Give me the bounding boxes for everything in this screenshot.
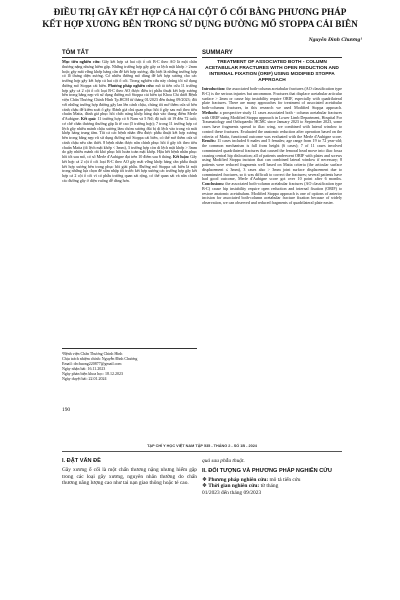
title-line-2: KẾT HỢP XƯƠNG BÊN TRONG SỬ DỤNG ĐƯỜNG MỔ STOPPA CẢI BIÊN <box>42 19 358 29</box>
received-date: Ngày nhận bài: 16.11.2023 <box>62 366 106 371</box>
bullet-icon: ❖ <box>202 483 209 489</box>
article-title <box>30 6 370 30</box>
introduction-section <box>62 458 197 487</box>
introduction-heading: I. ĐẶT VẤN ĐỀ <box>62 458 101 464</box>
methods-section <box>202 458 342 496</box>
page-number: 190 <box>62 407 71 413</box>
summary-title: TREATMENT OF ASSOCIATED BOTH - COLUMN ACETABULAR FRACTURES WITH OPEN REDUCTION AND INTERNAL FIXATION (ORIF) USING MODIFIED STOPPA APPROACH <box>205 60 339 83</box>
summary-body <box>202 87 342 206</box>
bullet-2-label: Thời gian nghiên cứu: <box>208 483 260 489</box>
en-conclusions-text: the associated both-column acetabular fractures (AO classification type B-C) cause hip instability require open reduction and internal fixation (ORIF) to restore anatomic acetabulum. Modified Stoppa approach is one of options of anterior incision for associated both-column acetabular fracture fixation because of widely observation, we can observed and reduced fragments of quadrilateral plate easier. <box>202 181 342 205</box>
responsible-author: Chịu trách nhiệm chính: Nguyễn Đình Chương <box>62 356 138 361</box>
title-line-1: ĐIỀU TRỊ GÃY KẾT HỢP CẢ HAI CỘT Ổ CỐI BẰNG PHƯƠNG PHÁP <box>53 7 347 17</box>
conclusion-label: Kết luận: <box>172 154 190 159</box>
study-date-range: 01/2023 đến tháng 09/2023 <box>202 489 262 496</box>
summary-heading: SUMMARY <box>202 50 342 58</box>
bullet-icon: ❖ <box>202 476 209 483</box>
running-header: TẠP CHÍ Y HỌC VIỆT NAM TẬP 535 - THÁNG 2 - SỐ 1B - 2024 <box>147 444 257 448</box>
methods-text: mô tả tiến cứu 11 trường hợp gãy cả 2 cột ổ cối loại B-C theo AO được điều trị phẫu thuật kết hợp xương bên trong bằng nẹp vít sử dụng đường mổ Stoppa cải biên tại Khoa Chi dưới Bệnh viện Chấn Thương Chỉnh Hình Tp.HCM từ tháng 01/2023 đến tháng 09/2023; đối với những trường hợp đường gãy lan lên cánh chậu, chúng tôi mở thêm cửa sổ bên cánh chậu để kiểm soát ổ gãy. Đánh giá chủ quan phục hồi ổ gãy sau mổ theo tiêu chuẩn Matta, đánh giá phục hồi chức năng khớp háng dựa vào thang điểm Merle d'Aubigne. <box>62 82 197 121</box>
en-results-text: 11 cases included 6 males and 5 females; age range from 19 to 72 year-old; the common mechanism is fall from height (6 cases); 7 of 11 cases involved comminuted quadrilateral fractures that caused the femoral head move into iliac fossa causing central hip dislocation; all of patients underwent ORIF with plates and screws using Modified Stoppa incision that can combined lateral window if necessary; 8 patients were reduced fragments well based on Matta criteria (the articular surface displacement ≤ 3mm), 3 cases also > 3mm joint surface displacement due to comminuted fractures, so it was difficult to correct the fractures; several patients have had good outcome, Merle d'Aubigne score got over 10 point after 6 months. <box>202 138 342 182</box>
objective-text: Gãy kết hợp cả hai cột ổ cối B-C theo AO là một chấn thương nặng nhưng hiếm gặp. Những trường hợp gãy gây ra lệch mặt khớp > 2mm hoặc gây mất vững khớp háng cần để kết hợp xương, đặc biệt là những trường hợp có lỗ thưng diện xương. Có nhiều đường mổ dùng để kết hợp xương cho các trường hợp gãy kết hợp cả hai cột ổ cối. Trong nghiên cứu này chúng tôi sử dụng đường mổ Stoppa cải biên. <box>62 59 197 88</box>
affiliation: ¹Bệnh viện Chấn Thương Chỉnh Hình <box>62 351 123 356</box>
en-methods-label: Methods: <box>202 109 219 115</box>
accepted-date: Ngày duyệt bài: 22.01.2024 <box>62 376 107 381</box>
intro-text: the associated both-column acetabular fractures (AO classification type B-C) is the serious injuries but uncommon. Fractures that displace acetabular articular surface > 2mm or cause hip instability require ORIF, especially with quadrilateral plate fractures. There are many approaches for treatment of associated acetabular both-columns fractures, in this research we used Modified Stoppa approach. <box>202 86 342 110</box>
carry-over-text: quả sau phẫu thuật. <box>202 458 245 464</box>
methods-label: Phương pháp nghiên cứu: <box>108 82 155 88</box>
review-date: Ngày phản biện khoa học: 18.12.2023 <box>62 371 123 376</box>
en-conclusions-label: Conclusions: <box>202 181 225 186</box>
author-name: Nguyễn Đình Chương¹ <box>308 37 362 43</box>
abstract-english <box>202 50 342 206</box>
abstract-heading: TÓM TẮT <box>62 50 197 58</box>
methods-heading: II. ĐỐI TƯỢNG VÀ PHƯƠNG PHÁP NGHIÊN CỨU <box>202 467 332 474</box>
bullet-2-text: từ tháng <box>260 483 279 489</box>
objective-label: Mục tiêu nghiên cứu: <box>62 59 101 64</box>
en-results-label: Results: <box>202 138 216 144</box>
results-label: Kết quả: <box>80 116 97 121</box>
en-methods-text: a prospective study 11 cases associated both - column acetabular fractures with ORIF using Modified Stoppa approach in Lower Limb Department, Hospital For Traumatology and Orthopaedic HCMC since January 2023 to September 2023, some cases have fragments spread to iliac wing, we combined with lateral window to control these fractures. Evaluated the anatomic reduction after operation based on the criteria of Matta, functional outcome was evaluated with the Merle d'Aubigne score. <box>202 109 342 139</box>
bullet-1-text: mô tả tiến cứu <box>269 476 301 483</box>
intro-label: Introduction: <box>202 86 226 91</box>
abstract-vietnamese <box>62 50 197 184</box>
results-text: 11 trường hợp có 6 Nam và 5 Nữ; độ tuổi từ 19 đến 72 tuổi; cơ chế chấn thương thường gặp là tế cao (5 trường hợp); 7 trong 11 trường hợp có lệch gãy nhiều mảnh chậu xương làm chỏm xương đùi bị di lệch vào trong và mất khớp háng trung tâm. Tất cả các bệnh nhân đều được phẫu thuật kết hợp xương bên trong bằng nẹp vít sử dụng đường mổ Stoppa cải biên, có thể mở thêm cửa sổ cánh chậu nếu cần thiết. 8 bệnh nhân được nắn chỉnh phục hồi ổ gãy tốt theo tiêu chuẩn Matta (di lệch mặt khớp < 3mm), 3 trường hợp còn di lệch mặt khớp > 3mm do gãy nhiều mảnh rất khó phục hồi hoàn toàn mặt khớp. Hậu hết bệnh nhân phục hồi tốt sau mổ, có số Merle d'Aubigne đạt trên 10 điểm sau 6 tháng. <box>62 116 197 159</box>
abstract-body <box>62 60 197 184</box>
introduction-text: Gãy xương ổ cối là một chấn thương nặng nhưng hiếm gặp trong các loại gãy xương, nguyên nhân thường do chấn thương năng lượng cao như tai nạn giao thông hoặc té cao. <box>62 467 197 486</box>
footnote <box>62 348 197 381</box>
bullet-1-label: Phương pháp nghiên cứu: <box>208 476 269 483</box>
header-divider <box>62 451 342 452</box>
conclusion-text: Gãy kết hợp cả 2 cột ổ cối loại B-C theo AO gây mất vững khớp háng cần phẫu thuật kết hợp xương bên trong phục hồi giải phẫu. Đường mổ Stoppa cải biên là một trong những lựa chọn để xâm nhập tối trước kết hợp xương các trường hợp gãy kết hợp cả 2 cột ổ cối vì có phẫu trường quan sát rộng, có thể quan sát và nắn chỉnh các đường gãy ở diện vuông dễ dàng hơn. <box>62 154 198 183</box>
email: Email: drchuong220877@gmail.com <box>62 361 122 366</box>
